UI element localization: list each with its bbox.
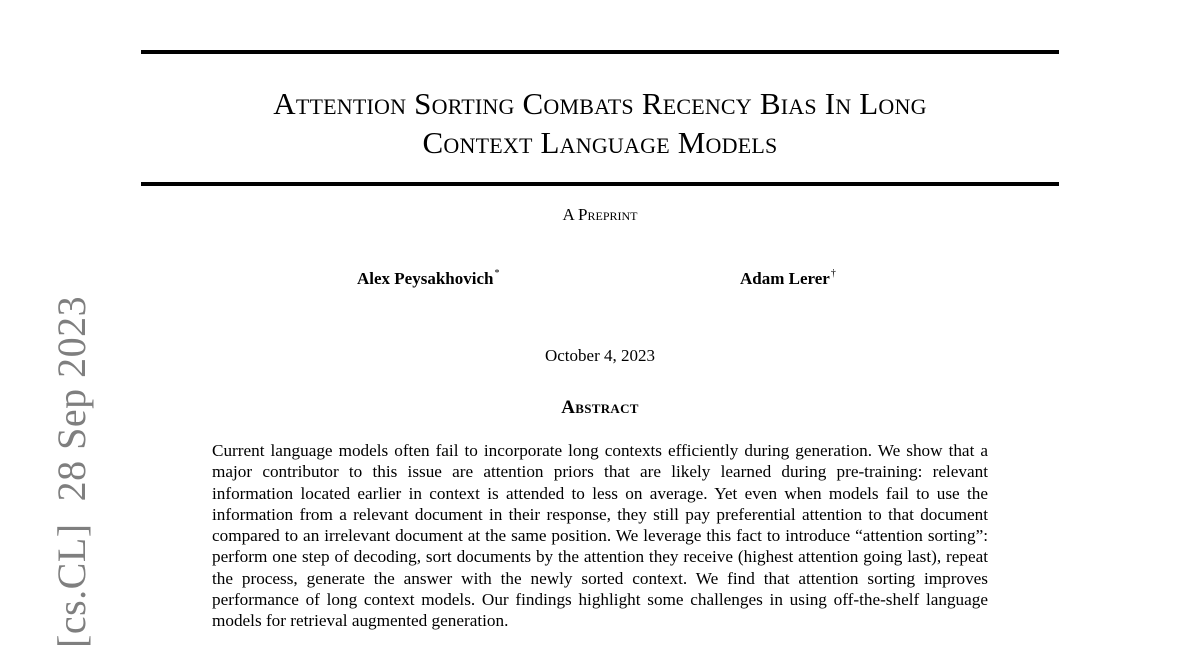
paper-date: October 4, 2023 (544, 346, 655, 365)
arxiv-category: [cs.CL] (49, 523, 94, 648)
author-1-footnote-mark[interactable]: * (494, 268, 500, 279)
author-1-name: Alex Peysakhovich (357, 269, 494, 288)
title-bottom-rule (141, 182, 1059, 186)
arxiv-side-stamp (48, 296, 95, 648)
author-2-footnote-mark[interactable]: † (830, 268, 836, 279)
paper-title (141, 84, 1059, 162)
paper-title-line-2: Context Language Models (422, 125, 778, 160)
paper-title-line-1: Attention Sorting Combats Recency Bias In Long (273, 86, 927, 121)
author-1 (357, 269, 499, 289)
preprint-label: A Preprint (562, 205, 638, 224)
author-2-name: Adam Lerer (740, 269, 830, 288)
abstract-heading: Abstract (561, 397, 639, 418)
title-top-rule (141, 50, 1059, 54)
abstract-text: Current language models often fail to incorporate long contexts efficiently during generation. We show that a major contributor to this issue are attention priors that are likely learned during pre-training: relevant information located earlier in context is attended to less on average. Yet even when models fail to use the information from a relevant document in their response, they still pay preferential attention to that document compared to an irrelevant document at the same position. We leverage this fact to introduce “attention sorting”: perform one step of decoding, sort documents by the attention they receive (highest attention going last), repeat the process, generate the answer with the newly sorted context. We find that attention sorting improves performance of long context models. Our findings highlight some challenges in using off-the-shelf language models for retrieval augmented generation. (212, 441, 988, 631)
arxiv-date: 28 Sep 2023 (49, 295, 94, 502)
author-2 (740, 269, 836, 289)
